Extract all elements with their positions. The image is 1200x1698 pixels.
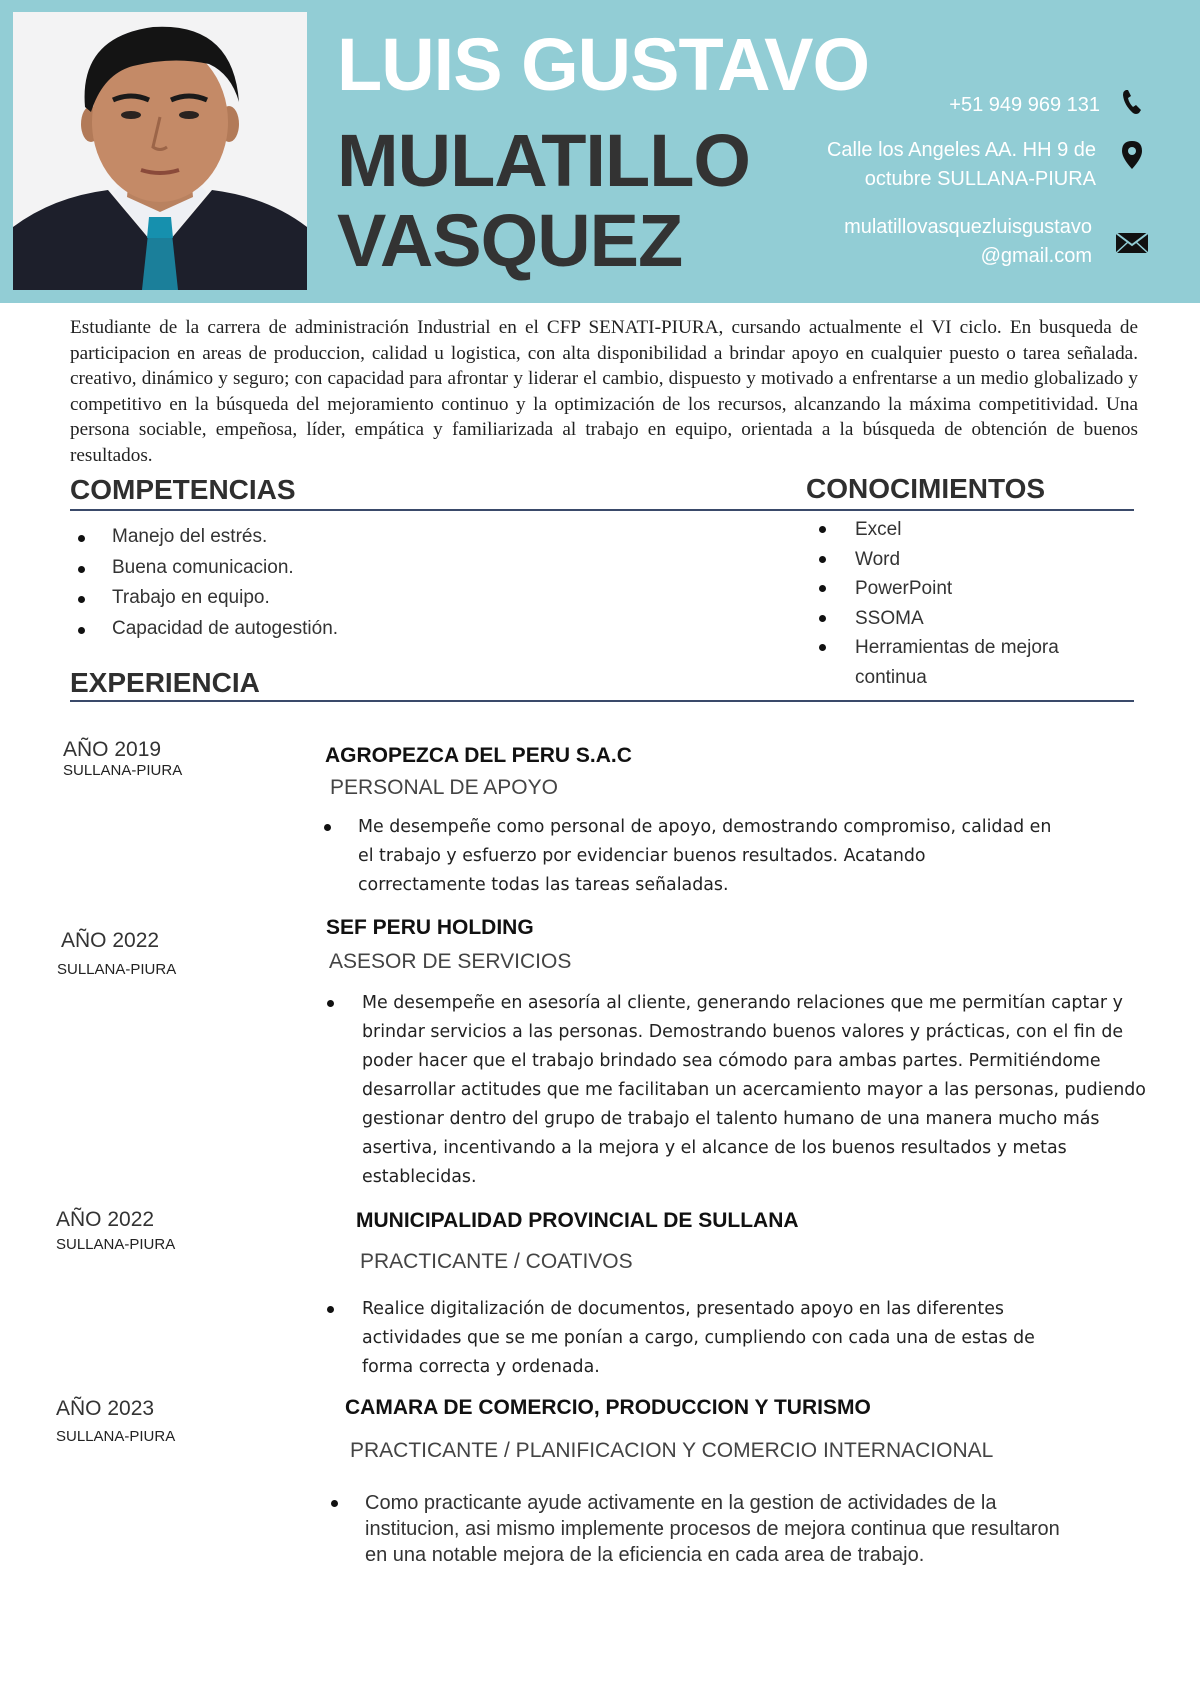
competencias-list: [112, 526, 712, 648]
bullet-dot: [331, 1500, 338, 1507]
list-item: Excel: [855, 515, 1095, 545]
entry-location: SULLANA-PIURA: [56, 1236, 176, 1253]
entry-role: PRACTICANTE / PLANIFICACION Y COMERCIO INTERNACIONAL: [350, 1439, 994, 1462]
entry-year: AÑO 2019: [63, 738, 162, 761]
profile-photo: [13, 12, 307, 290]
entry-description: Como practicante ayude activamente en la gestion de actividades de la institucion, asi mismo implemente procesos de mejora continua que resultaron en una notable mejora de la eficiencia en cada area de trabajo.: [365, 1492, 1060, 1566]
location-pin-icon: [1121, 140, 1143, 175]
bullet-dot: [327, 1306, 334, 1313]
address: [756, 136, 1096, 194]
header-band: [0, 0, 1200, 303]
envelope-icon: [1115, 232, 1149, 259]
profile-summary: Estudiante de la carrera de administración Industrial en el CFP SENATI-PIURA, cursando actualmente el VI ciclo. En busqueda de participacion en areas de produccion, calidad u logistica, con alta disponibilidad a brindar apoyo en cualquier puesto o tarea señalada. creativo, dinámico y seguro; con capacidad para afrontar y liderar el cambio, dispuesto y motivado a enfrentarse a un medio globalizado y competitivo en la búsqueda del mejoramiento continuo y la optimización de los recursos, alcanzando la máxima competitividad. Una persona sociable, empeñosa, líder, empática y familiarizada al trabajo en equipo, orientada a la búsqueda de obtención de buenos resultados.: [70, 317, 1138, 466]
entry-location: SULLANA-PIURA: [63, 762, 183, 779]
experiencia-title: EXPERIENCIA: [70, 667, 260, 698]
address-line-1: Calle los Angeles AA. HH 9 de: [826, 139, 1096, 161]
entry-location: SULLANA-PIURA: [57, 961, 177, 978]
name-first: LUIS GUSTAVO: [337, 23, 870, 106]
list-item: PowerPoint: [855, 574, 1095, 604]
portrait-illustration: [13, 12, 307, 290]
entry-year: AÑO 2023: [56, 1397, 155, 1420]
section-divider-top: [70, 509, 1134, 511]
name-last-2: VASQUEZ: [337, 199, 683, 282]
entry-company: AGROPEZCA DEL PERU S.A.C: [325, 744, 632, 767]
conocimientos-title: CONOCIMIENTOS: [806, 473, 1046, 504]
entry-company: SEF PERU HOLDING: [326, 916, 534, 939]
email[interactable]: [712, 213, 1092, 271]
entry-description: Me desempeñe como personal de apoyo, demostrando compromiso, calidad en el trabajo y esfuerzo por evidenciar buenos resultados. Acatando correctamente todas las tareas señaladas.: [358, 817, 1052, 895]
entry-description: Me desempeñe en asesoría al cliente, generando relaciones que me permitían captar y brindar servicios a las personas. Demostrando buenos valores y prácticas, con el fin de poder hacer que el trabajo brindado sea cómodo para ambas partes. Permitiéndome desarrollar actitudes que me facilitaban un acercamiento mayor a las personas, pudiendo gestionar dentro del grupo de trabajo el talento humano de una manera mucho más asertiva, incentivando a la mejora y el alcance de los buenos resultados y metas establecidas.: [362, 993, 1146, 1187]
entry-company: MUNICIPALIDAD PROVINCIAL DE SULLANA: [356, 1209, 799, 1232]
entry-role: PERSONAL DE APOYO: [330, 776, 558, 799]
list-item: Manejo del estrés.: [112, 526, 712, 557]
phone-icon: [1121, 88, 1143, 121]
entry-year: AÑO 2022: [56, 1208, 155, 1231]
address-line-2: octubre SULLANA-PIURA: [864, 168, 1096, 190]
list-item: Capacidad de autogestión.: [112, 618, 712, 649]
entry-description: Realice digitalización de documentos, presentado apoyo en las diferentes actividades que se me ponían a cargo, cumpliendo con cada una de estas de forma correcta y ordenada.: [362, 1299, 1035, 1377]
list-item: Buena comunicacion.: [112, 557, 712, 588]
entry-role: PRACTICANTE / COATIVOS: [360, 1250, 633, 1273]
competencias-title: COMPETENCIAS: [70, 474, 296, 505]
email-line-1: mulatillovasquezluisgustavo: [844, 216, 1092, 238]
entry-role: ASESOR DE SERVICIOS: [329, 950, 572, 973]
bullet-dot: [324, 824, 331, 831]
section-divider-bottom: [70, 700, 1134, 702]
entry-location: SULLANA-PIURA: [56, 1428, 176, 1445]
list-item: Herramientas de mejora continua: [855, 633, 1095, 692]
email-line-2: @gmail.com: [980, 245, 1092, 267]
name-last-1: MULATILLO: [337, 119, 750, 202]
entry-company: CAMARA DE COMERCIO, PRODUCCION Y TURISMO: [345, 1396, 871, 1419]
list-item: SSOMA: [855, 604, 1095, 634]
list-item: Trabajo en equipo.: [112, 587, 712, 618]
bullet-dot: [327, 1000, 334, 1007]
entry-year: AÑO 2022: [61, 929, 160, 952]
list-item: Word: [855, 545, 1095, 575]
conocimientos-list: [855, 515, 1095, 692]
phone-number: +51 949 969 131: [949, 94, 1100, 116]
